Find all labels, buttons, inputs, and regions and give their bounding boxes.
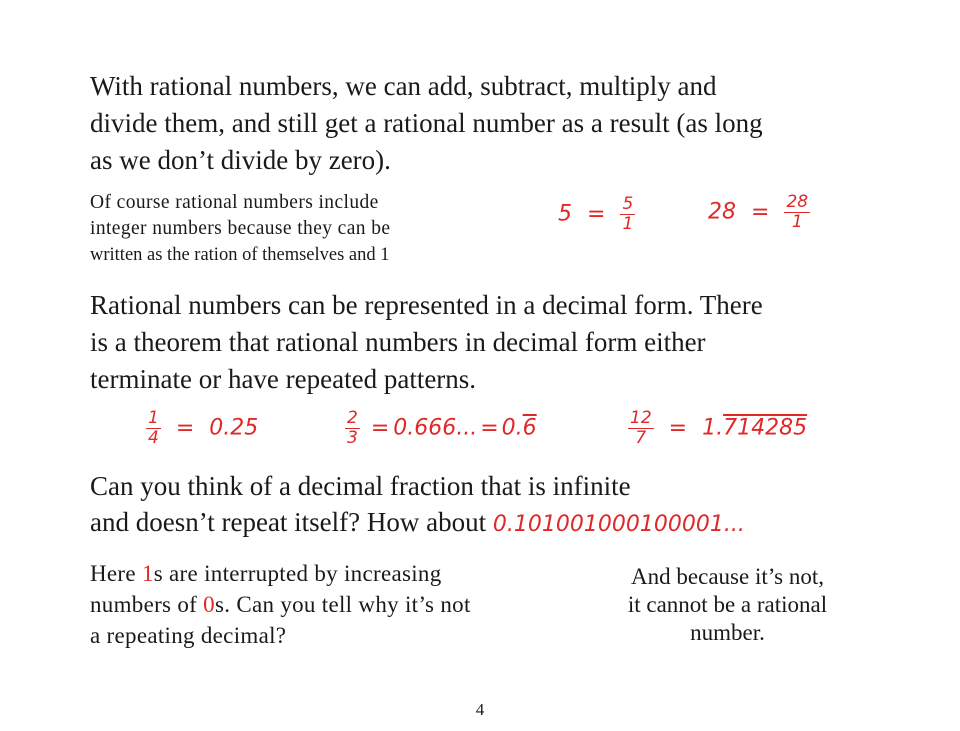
equation-twenty-eight-equals: = <box>751 199 770 225</box>
fraction-numerator: 12 <box>630 408 652 428</box>
infinite-question-paragraph <box>90 468 880 543</box>
intro-line-2: divide them, and still get a rational number as a result (as long <box>90 108 763 138</box>
highlight-one: 1 <box>141 561 154 586</box>
conclusion-note <box>600 563 855 647</box>
fraction-numerator: 28 <box>786 192 809 212</box>
example-two-thirds <box>345 410 537 447</box>
explanation-line-3: a repeating decimal? <box>90 623 287 648</box>
fraction-numerator: 5 <box>622 194 634 214</box>
equation-five-equals: = <box>587 201 606 227</box>
page-number: 4 <box>475 700 485 719</box>
conclusion-line-3: number. <box>690 620 765 645</box>
example-two-thirds-base: 0. <box>501 415 523 441</box>
fraction-numerator: 2 <box>347 408 358 428</box>
explanation-text-2: s are interrupted by increasing <box>153 561 442 586</box>
intro-paragraph <box>90 68 870 179</box>
question-line-2 <box>90 504 880 543</box>
equation-five-fraction <box>620 196 635 233</box>
explanation-text-1: Here <box>90 561 142 586</box>
irrational-example: 0.101001000100001... <box>492 512 745 537</box>
intro-line-3: as we don’t divide by zero). <box>90 145 391 175</box>
equation-twenty-eight-fraction <box>784 194 810 231</box>
decimal-form-paragraph <box>90 287 880 398</box>
conclusion-line-1: And because it’s not, <box>631 564 824 589</box>
example-two-thirds-equals-2: = <box>480 415 499 441</box>
fraction-denominator: 7 <box>635 428 647 448</box>
integer-note-line-2: integer numbers because they can be <box>90 218 391 239</box>
example-two-thirds-equals: = <box>370 415 390 441</box>
explanation-line-2 <box>90 589 570 620</box>
example-quarter-fraction <box>146 410 161 447</box>
example-quarter <box>146 410 258 447</box>
explanation-paragraph <box>90 558 570 651</box>
example-quarter-equals: = <box>175 415 195 441</box>
question-line-2-text: and doesn’t repeat itself? How about <box>90 507 487 537</box>
integer-note-line-3: written as the ration of themselves and 1 <box>90 245 390 265</box>
integer-note <box>90 190 490 268</box>
example-twelve-sevenths <box>628 410 807 447</box>
example-twelve-sevenths-base: 1. <box>702 415 724 441</box>
conclusion-line-2: it cannot be a rational <box>627 592 828 617</box>
fraction-denominator: 4 <box>148 428 159 448</box>
integer-note-line-1: Of course rational numbers include <box>90 192 379 213</box>
example-twelve-sevenths-equals: = <box>668 415 688 441</box>
example-two-thirds-fraction <box>345 410 360 447</box>
decimal-line-1: Rational numbers can be represented in a decimal form. There <box>90 290 763 320</box>
question-line-1: Can you think of a decimal fraction that is infinite <box>90 471 631 501</box>
fraction-numerator: 1 <box>148 408 159 428</box>
intro-line-1: With rational numbers, we can add, subtract, multiply and <box>90 71 717 101</box>
explanation-text-3: numbers of <box>90 592 204 617</box>
fraction-denominator: 3 <box>347 428 358 448</box>
equation-five-lhs: 5 <box>558 201 572 227</box>
example-twelve-sevenths-repeat: 714285 <box>723 415 808 441</box>
example-quarter-value: 0.25 <box>209 415 259 441</box>
example-twelve-sevenths-fraction <box>628 410 654 447</box>
equation-five <box>558 196 635 233</box>
example-two-thirds-repeat: 6 <box>522 415 537 441</box>
decimal-line-2: is a theorem that rational numbers in decimal form either <box>90 327 706 357</box>
highlight-zero: 0 <box>203 592 215 617</box>
fraction-denominator: 1 <box>622 214 634 234</box>
decimal-line-3: terminate or have repeated patterns. <box>90 364 477 394</box>
equation-twenty-eight-lhs: 28 <box>708 199 736 225</box>
fraction-denominator: 1 <box>791 212 803 232</box>
explanation-text-4: s. Can you tell why it’s not <box>214 592 471 617</box>
example-two-thirds-value: 0.666... <box>393 415 478 441</box>
explanation-line-1 <box>90 558 570 589</box>
equation-twenty-eight <box>708 194 810 231</box>
